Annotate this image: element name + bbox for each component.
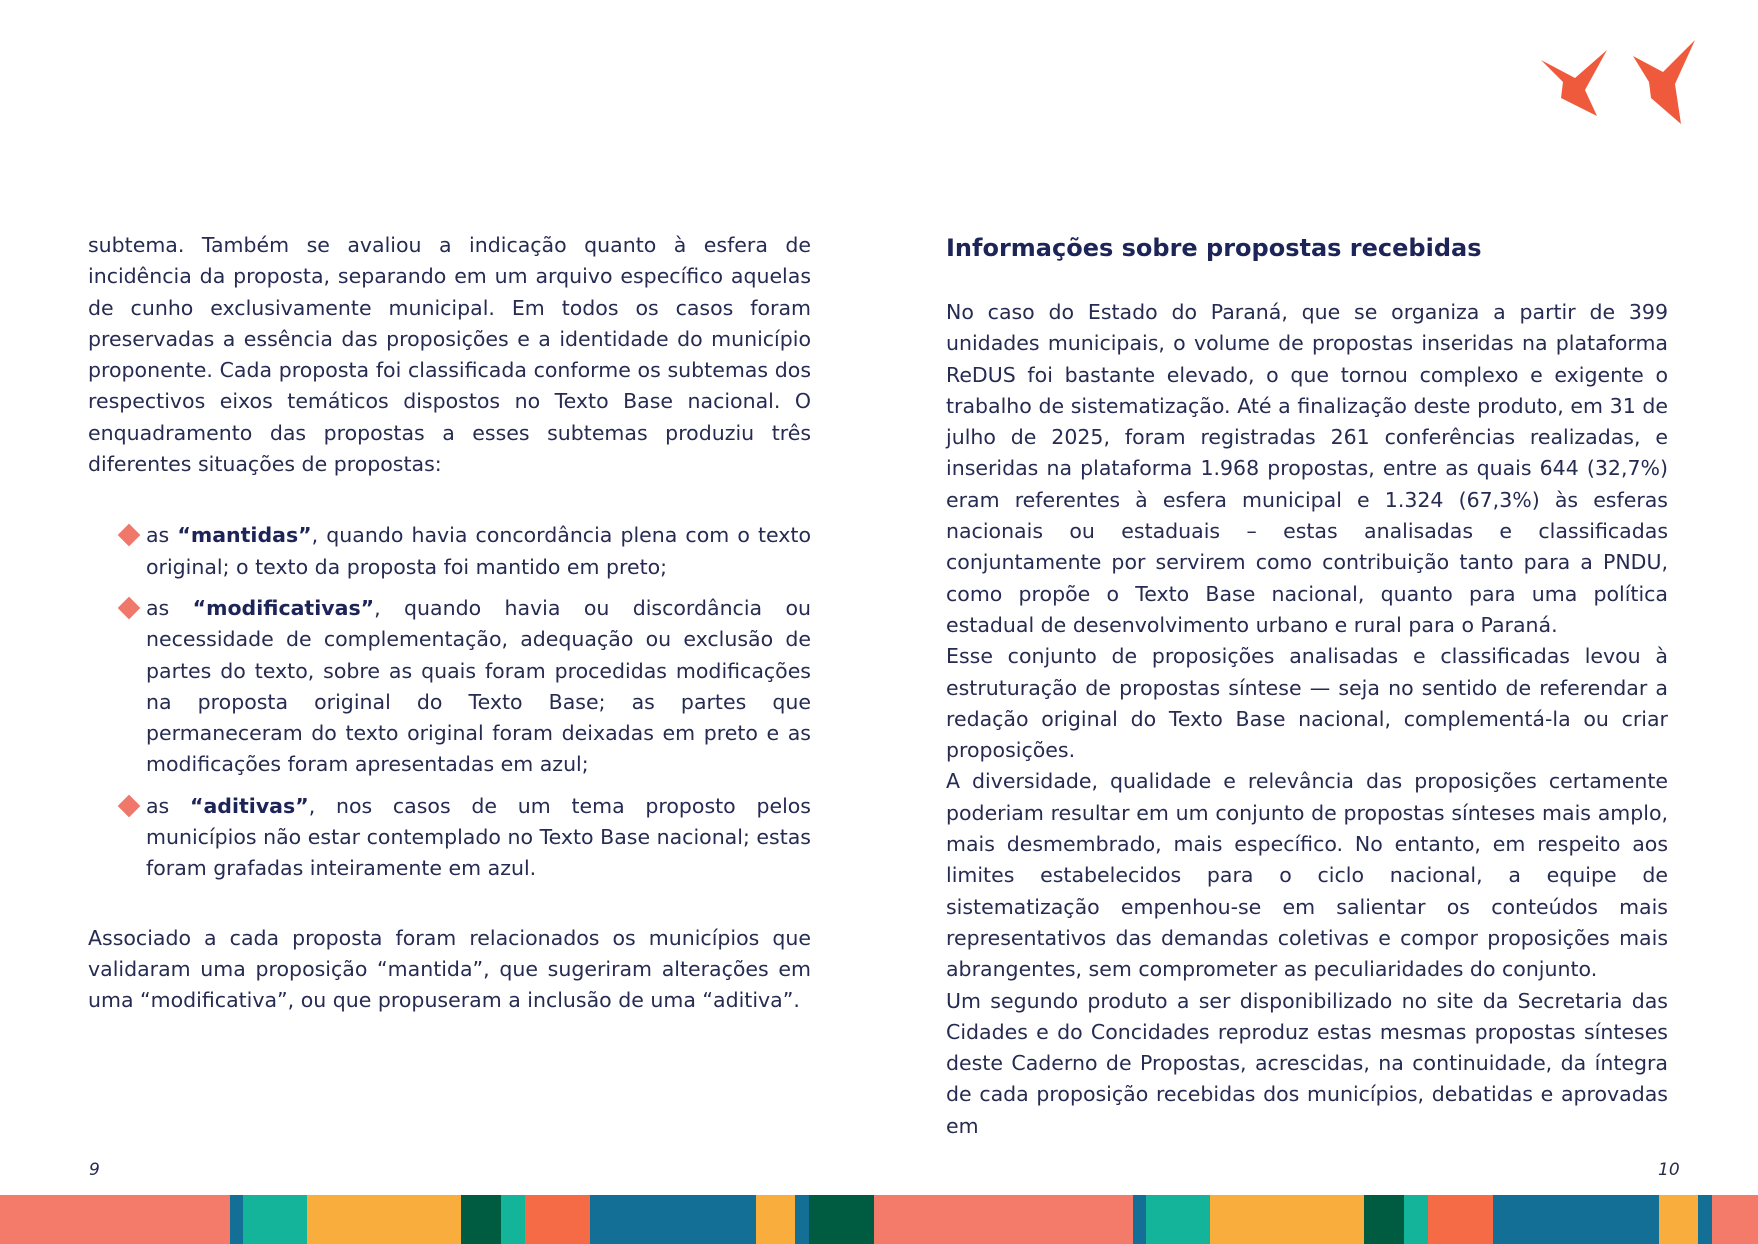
page-number: 10 (1658, 1160, 1680, 1180)
stripe-block (501, 1195, 525, 1244)
stripe-block (307, 1195, 462, 1244)
stripe-block (590, 1195, 756, 1244)
bullet-prefix: as (146, 523, 178, 548)
stripe-block (243, 1195, 307, 1244)
stripe-block (1404, 1195, 1428, 1244)
intro-paragraph: subtema. Também se avaliou a indicação quanto à esfera de incidência da proposta, separando em um arquivo específico aquelas de cunho exclusivamente municipal. Em todos os casos foram preservadas a essência das proposições e a identidade do município proponente. Cada proposta foi classificada conforme os subtemas dos respectivos eixos temáticos dispostos no Texto Base nacional. O enquadramento das propostas a esses subtemas produziu três diferentes situações de propostas: (88, 233, 811, 477)
stripe-block (525, 1195, 590, 1244)
diamond-bullet-icon (118, 794, 141, 817)
bullet-term: “aditivas” (189, 793, 309, 818)
stripe-block (230, 1195, 243, 1244)
bullet-prefix: as (146, 793, 190, 818)
stripe-block (1493, 1195, 1659, 1244)
body-paragraph: Esse conjunto de proposições analisadas e classificadas levou à estruturação de propostas síntese — seja no sentido de referendar a redação original do Texto Base nacional, complementá-la ou criar proposições. (946, 644, 1668, 763)
right-text-column (946, 297, 1668, 1142)
stripe-block (461, 1195, 501, 1244)
closing-paragraph: Associado a cada proposta foram relacionados os municípios que validaram uma proposição “mantida”, que sugeriram alterações em uma “modificativa”, ou que propuseram a inclusão de uma “aditiva”. (88, 925, 811, 1013)
body-paragraph: A diversidade, qualidade e relevância das proposições certamente poderiam resultar em um conjunto de propostas sínteses mais amplo, mais desmembrado, mais específico. No entanto, em respeito aos limites estabelecidos para o ciclo nacional, a equipe de sistematização empenhou-se em salientar os conteúdos mais representativos das demandas coletivas e compor proposições mais abrangentes, sem comprometer as peculiaridades do conjunto. (946, 769, 1668, 982)
stripe-block (1146, 1195, 1210, 1244)
stripe-block (0, 1195, 230, 1244)
stripe-block (795, 1195, 809, 1244)
body-paragraph: Um segundo produto a ser disponibilizado no site da Secretaria das Cidades e do Concidades reproduz estas mesmas propostas sínteses deste Caderno de Propostas, acrescidas, na continuidade, da íntegra de cada proposição recebidas dos municípios, debatidas e aprovadas em (946, 988, 1668, 1138)
left-text-column (88, 230, 811, 1017)
list-item-modificativas (146, 593, 811, 781)
section-heading: Informações sobre propostas recebidas (946, 234, 1482, 262)
stripe-block (1712, 1195, 1758, 1244)
stripe-block (756, 1195, 795, 1244)
bullet-prefix: as (146, 595, 193, 620)
color-stripe-footer (0, 1195, 1758, 1244)
page-number: 9 (89, 1160, 100, 1180)
diamond-bullet-icon (118, 597, 141, 620)
bullet-text: , quando havia ou discordância ou necessidade de complementação, adequação ou exclusão de partes do texto, sobre as quais foram procedidas modificações na proposta original do Texto Base; as partes que permaneceram do texto original foram deixadas em preto e as modificações foram apresentadas em azul; (146, 595, 811, 777)
stripe-block (1428, 1195, 1493, 1244)
stripe-block (1364, 1195, 1404, 1244)
body-paragraph: No caso do Estado do Paraná, que se organiza a partir de 399 unidades municipais, o volume de propostas inseridas na plataforma ReDUS foi bastante elevado, o que tornou complexo e exigente o trabalho de sistematização. Até a finalização deste produto, em 31 de julho de 2025, foram registradas 261 conferências realizadas, e inseridas na plataforma 1.968 propostas, entre as quais 644 (32,7%) eram referentes à esfera municipal e 1.324 (67,3%) às esferas nacionais ou estaduais – estas analisadas e classificadas conjuntamente por servirem como contribuição tanto para a PNDU, como propõe o Texto Base nacional, quanto para uma política estadual de desenvolvimento urbano e rural para o Paraná. (946, 300, 1668, 637)
stripe-block (809, 1195, 874, 1244)
stripe-block (874, 1195, 1133, 1244)
diamond-bullet-icon (118, 524, 141, 547)
list-item-aditivas (146, 791, 811, 885)
stripe-block (1698, 1195, 1712, 1244)
stripe-block (1659, 1195, 1698, 1244)
proposal-types-list (88, 520, 811, 884)
bullet-text: , quando havia concordância plena com o texto original; o texto da proposta foi mantido em preto; (146, 523, 811, 579)
bullet-term: “mantidas” (177, 523, 312, 548)
right-page (879, 0, 1758, 1244)
bullet-text: , nos casos de um tema proposto pelos municípios não estar contemplado no Texto Base nacional; estas foram grafadas inteiramente em azul. (146, 793, 811, 881)
stripe-block (1210, 1195, 1365, 1244)
stripe-block (1133, 1195, 1146, 1244)
bullet-term: “modificativas” (192, 595, 375, 620)
list-item-mantidas (146, 520, 811, 583)
